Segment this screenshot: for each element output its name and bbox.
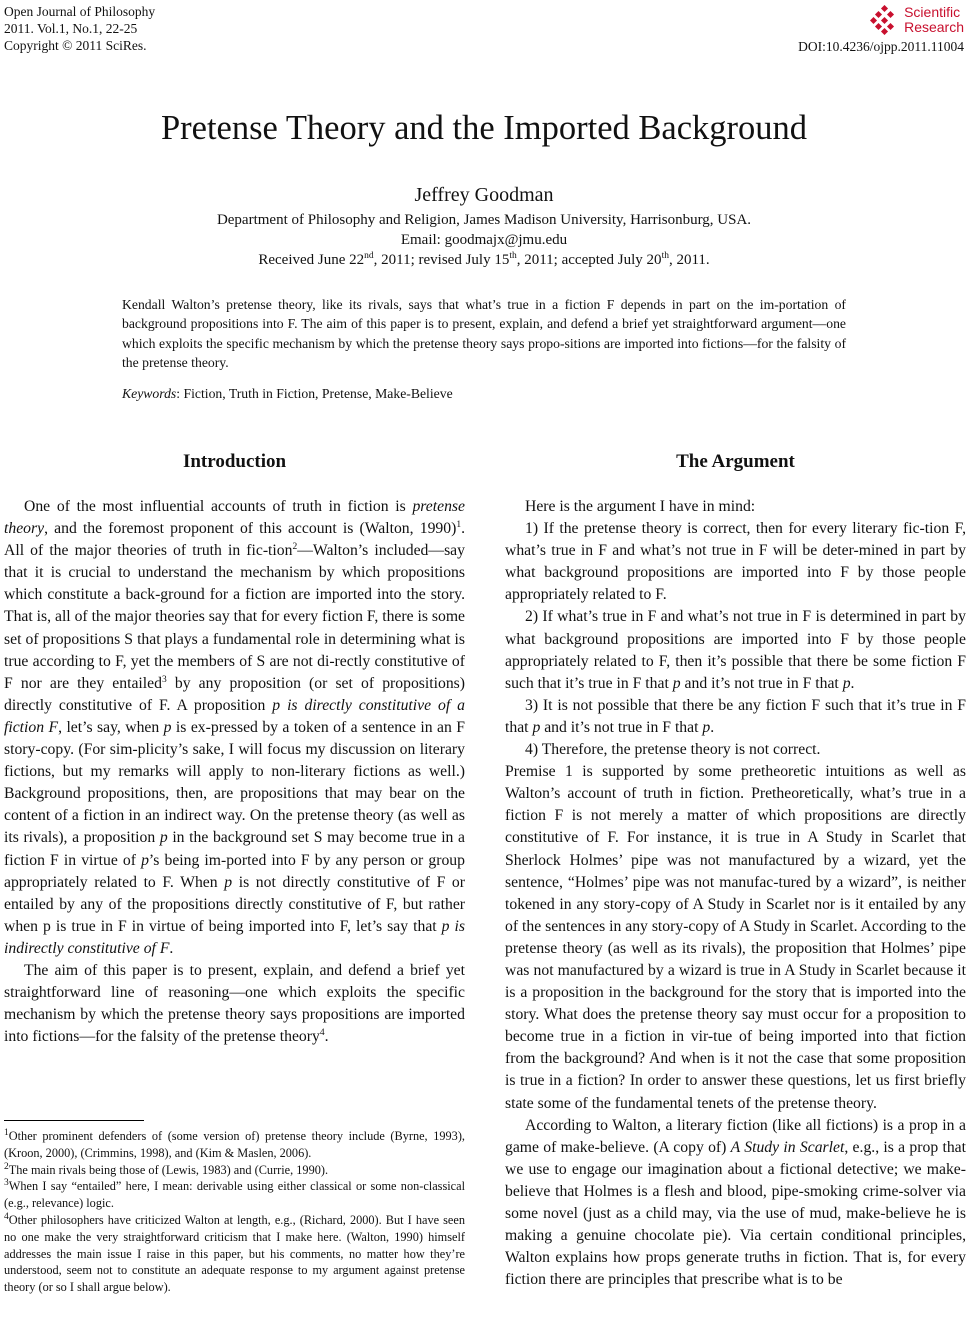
text-run: by any proposition (or set of propositions) directly constitutive of F. A proposition (4, 674, 466, 714)
text-run: . (324, 1028, 329, 1046)
variable-p: p (672, 674, 681, 692)
variable-p: p (159, 829, 168, 847)
text-run: in the background set S may become true in a fiction F in virtue of (4, 829, 465, 869)
abstract: Kendall Walton’s pretense theory, like its rivals, says that what’s true in a fiction F depends in part on the im-portation of background propositions into F. The aim of this paper is to present, explain, and defend a brief yet straightforward argument—one which exploits the specific mechanism by which the pretense theory says propo-sitions are imported into fictions—for the falsity of the pretense theory. (122, 297, 846, 370)
term-pretense-theory: pretense theory (4, 498, 465, 538)
doi: DOI:10.4236/ojpp.2011.11004 (798, 39, 964, 54)
text-run: is not directly constitutive of F or entailed by any of the propositions directly constitutive of F, but rather when p is true in F in virtue of being imported into F, let’s say that (4, 873, 465, 935)
text-run: The aim of this paper is to present, explain, and defend a brief yet straightforward line of reasoning—one which exploits the specific mechanism by which the pretense theory says propositions are imported into fictions—for the falsity of the pretense theory (4, 961, 465, 1046)
accepted-date: , 2011; accepted July 20 (516, 252, 662, 268)
footnote-3 (4, 1178, 465, 1212)
text-run: 3) It is not possible that there be any fiction F such that it’s true in F that (505, 696, 966, 736)
footnote-2 (4, 1162, 465, 1179)
keywords (122, 386, 453, 402)
accepted-sup: th (661, 251, 669, 261)
footnote-number: 2 (4, 1161, 9, 1172)
text-run: One of the most influential accounts of truth in fiction is (24, 498, 413, 515)
text-run: and it’s not true in F that (540, 718, 703, 736)
argument-body (505, 496, 966, 1291)
footnote-4 (4, 1212, 465, 1296)
intro-heading: Introduction (182, 451, 287, 472)
journal-volume: 2011. Vol.1, No.1, 22-25 (4, 21, 138, 36)
argument-intro: Here is the argument I have in mind: (525, 498, 756, 515)
journal-header (4, 3, 155, 54)
text-run: . (850, 674, 855, 692)
email: Email: goodmajx@jmu.edu (400, 232, 568, 248)
text-run: , let’s say, when (58, 718, 164, 736)
footnotes (4, 1128, 465, 1296)
logo-line-1: Scientific (904, 4, 961, 20)
keywords-label: Keywords (122, 386, 177, 401)
text-run: . (710, 718, 715, 736)
text-run: —Walton’s included—say that it is crucial to understand the mechanism by which propositions which constitute a back-ground for a fiction are imported into the story. That is, all of the major theories say that for every fiction F, there is some set of propositions S that plays a fundamental role in determining what is true according to F, yet the members of S are not di-rectly constitutive of F nor are they entailed (4, 542, 465, 692)
variable-p: p (141, 851, 149, 869)
book-title: A Study in Scarlet (730, 1138, 845, 1156)
footnote-ref-4: 4 (319, 1028, 325, 1039)
conclusion: 4) Therefore, the pretense theory is not correct. (525, 741, 821, 759)
intro-paragraph-1 (4, 496, 465, 960)
text-run: , e.g., is a prop that we use to engage our imagination about a fictional detective; we make-believe that Holmes is a flesh and blood, pipe-smoking crime-solver via some novel (just as a child may, via the use of mud, make-believe he is making a genuine chocolate pie). Via certain conditional principles, Walton explains how props generate truths in fiction. That is, for every fiction there are principles that prescribe what is to be (505, 1138, 966, 1289)
footnote-text: Other philosophers have criticized Walton at length, e.g., (Richard, 2000). But I have seen no one make the very straightforward criticism that I make here. (Walton, 1990) himself addresses the main issue I raise in this paper, but his comments, no matter how they’re understood, seem not to constitute an adequate response to my argument against pretense theory (or so I shall argue below). (4, 1212, 465, 1295)
revised-sup: th (509, 251, 517, 261)
footnote-ref-1: 1 (456, 519, 462, 530)
footnote-text: Other prominent defenders of (some version of) pretense theory include (Byrne, 1993), (Kroon, 2000), (Crimmins, 1998), and (Kim & Maslen, 2006). (4, 1129, 465, 1160)
revised-date: , 2011; revised July 15 (373, 252, 510, 268)
variable-p: p (163, 718, 172, 736)
logo-line-2: Research (904, 19, 964, 35)
publisher-header (798, 3, 964, 55)
footnote-number: 3 (4, 1178, 9, 1189)
text-run: and it’s not true in F that (680, 674, 843, 692)
author-name: Jeffrey Goodman (414, 184, 554, 206)
received-date: Received June 22 (258, 252, 365, 268)
footnote-ref-2: 2 (292, 541, 298, 552)
logo-wordmark (904, 5, 964, 35)
premise-2 (505, 606, 966, 694)
variable-p: p (702, 718, 711, 736)
text-run: According to Walton, a literary fiction (like all fictions) is a prop in a game of make-believe. (A copy of) (505, 1116, 966, 1156)
text-run: is ex-pressed by a token of a sentence in an F story-copy. (For sim-plicity’s sake, I will focus my discussion on literary fictions, but my remarks will apply to non-literary fictions as well.) Background propositions, then, are propositions that may bear on the content of a fiction in an indirect way. On the pretense theory (as well as its rivals), a proposition (4, 718, 465, 847)
text-run: . (169, 939, 174, 957)
intro-body (4, 496, 465, 1048)
dates (0, 250, 968, 270)
footnote-number: 4 (4, 1211, 9, 1222)
footnote-divider (4, 1120, 144, 1121)
text-run: ’s being im-ported into F by any person or group appropriately related to F. When (4, 851, 465, 891)
dates-end: , 2011. (668, 252, 710, 268)
footnote-text: The main rivals being those of (Lewis, 1983) and (Currie, 1990). (8, 1162, 329, 1177)
variable-p: p (532, 718, 541, 736)
footnote-number: 1 (4, 1127, 9, 1138)
received-sup: nd (364, 251, 374, 261)
author-info (0, 210, 968, 270)
affiliation: Department of Philosophy and Religion, James Madison University, Harrisonburg, USA. (216, 212, 752, 228)
argument-paragraph-2 (505, 1115, 966, 1292)
premise-1: 1) If the pretense theory is correct, then for every literary fic-tion F, what’s true in F and what’s not true in F will be deter-mined in part by what background propositions are imported into F by those people appropriately related to F. (505, 520, 966, 604)
journal-name: Open Journal of Philosophy (4, 4, 156, 19)
keywords-list: : Fiction, Truth in Fiction, Pretense, Make-Believe (176, 386, 453, 401)
footnote-ref-3: 3 (161, 674, 167, 685)
variable-p: p (842, 674, 851, 692)
definition-indirectly-constitutive: p is indirectly constitutive of F (4, 917, 466, 957)
intro-paragraph-2 (4, 960, 465, 1048)
scientific-research-logo-icon (870, 5, 900, 35)
paper-title: Pretense Theory and the Imported Background (160, 109, 808, 147)
text-run: . All of the major theories of truth in fic-tion (4, 520, 465, 560)
journal-copyright: Copyright © 2011 SciRes. (4, 38, 147, 53)
publisher-logo (798, 3, 964, 37)
premise-3 (505, 695, 966, 739)
argument-paragraph-1: Premise 1 is supported by some pretheoretic intuitions as well as Walton’s account of truth in fiction. Pretheoretically, what’s true in a fiction F is not merely a matter of which propositions are directly constitutive of F. For instance, it is true in A Study in Scarlet that Sherlock Holmes’ pipe was not manufactured by a wizard, yet the sentence, “Holmes’ pipe was not manufac-tured by a wizard”, is neither tokened in any story-copy of A Study in Scarlet nor is it entailed by any of the sentences in any story-copy of A Study in Scarlet. According to the pretense theory (as well as its rivals), the proposition that Holmes’ pipe was not manufactured by a wizard is true in A Study in Scarlet because it is a proposition in the background for the story that is imported into the story. What does the pretense theory say must occur for a proposition to become true in a fiction in vir-tue of being imported into that fiction from the background? And when is it not the case that some proposition is true in a fiction? In order to answer these questions, let us first briefly state some of the fundamental tenets of the pretense theory. (505, 763, 966, 1112)
argument-heading: The Argument (676, 451, 795, 472)
variable-p: p (224, 873, 233, 891)
footnote-1 (4, 1128, 465, 1162)
footnote-text: When I say “entailed” here, I mean: derivable using either classical or some non-classical (e.g., relevance) logic. (4, 1179, 465, 1211)
text-run: 2) If what’s true in F and what’s not true in F is determined in part by what background propositions are imported into F by those people appropriately related to F, then it’s possible that there be some fiction F such that it’s true in F that (505, 608, 966, 692)
definition-directly-constitutive: p is directly constitutive of a fiction F (4, 696, 465, 736)
text-run: , and the foremost proponent of this account is (Walton, 1990) (44, 520, 457, 538)
